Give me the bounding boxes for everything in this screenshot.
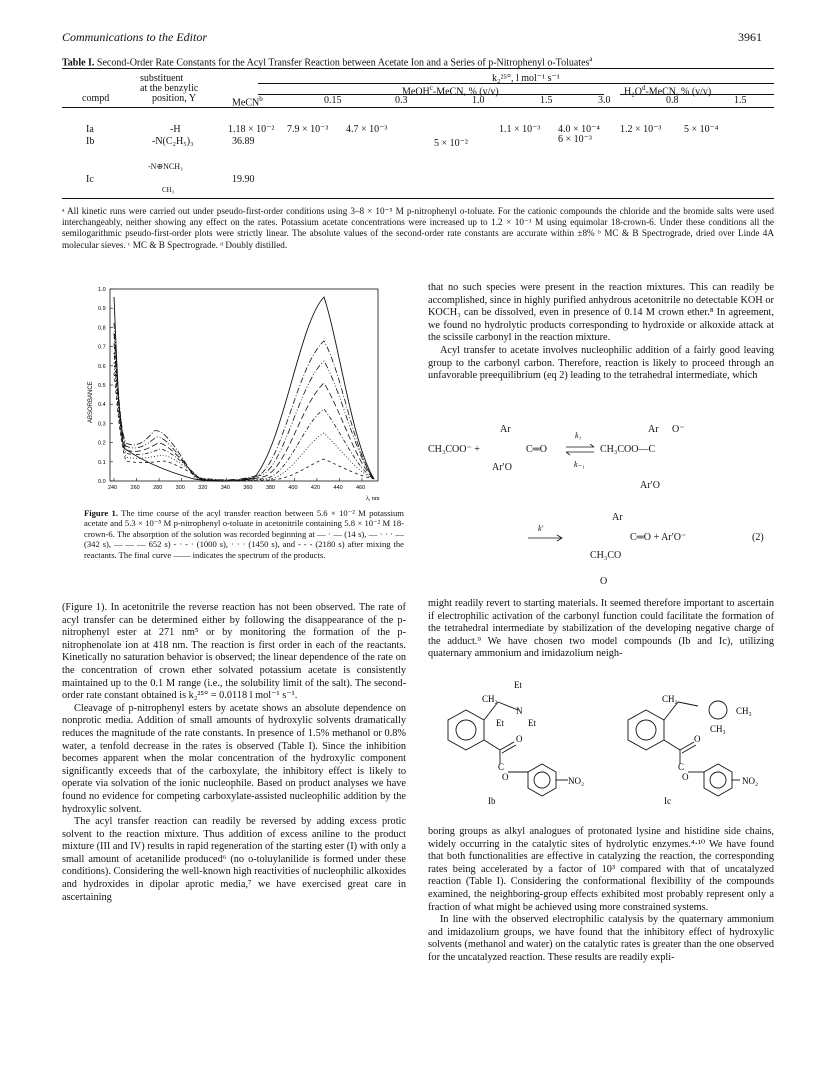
eq-o-minus: O⁻ (672, 424, 685, 435)
eq-ar5: Ar (612, 512, 623, 523)
x-tick-label: 400 (288, 485, 298, 491)
table-caption-text: Second-Order Rate Constants for the Acyl Transfer Reaction between Acetate Ion and a Series of p-Nitrophenyl o-Toluates (96, 57, 590, 69)
paragraph: The acyl transfer reaction can readily be reversed by adding excess protic solvent to the reaction mixture. Thus addition of excess aniline to the product mixture (III and IV) results in rapid regeneration of the starting ester (I) with only a small amount of acetanilide produced⁶ (no o-toluylanilide is formed under these conditions). Considering the well-known high reactivities of nucleophilic alkoxides and hydroxides in dipolar aprotic media,⁷ we have exercised great care in ascertaining (62, 816, 407, 903)
x-tick-label: 360 (243, 485, 253, 491)
paragraph: might readily revert to starting materials. It seemed therefore important to ascertain if electrophilic activation of the carbonyl function could facilitate the formation of the tetrahedral intermediate by stabilization of the developing negative charge of the adduct.⁹ We have chosen two model compounds (Ib and Ic), utilizing quaternary ammonium and imidazolium neigh- (428, 598, 774, 660)
curve-342s (114, 333, 374, 480)
row-val: 36.89 (232, 136, 255, 147)
x-tick-label: 380 (265, 485, 276, 491)
eq-ar2: Ar′O (492, 462, 512, 473)
col-val: 0.15 (324, 95, 342, 106)
ic-ch2: CH₂ (662, 694, 678, 704)
x-tick-label: 320 (198, 485, 208, 491)
eq-inter: CH₃COO—C (600, 444, 656, 455)
row-compd: Ib (86, 136, 95, 147)
ib-o: O (516, 734, 523, 744)
ib-ch2: CH₂ (482, 694, 498, 704)
y-tick-label: 0.2 (98, 440, 106, 447)
row-sub-ch3: CH₃ (162, 186, 175, 194)
ib-n: N (516, 706, 523, 716)
y-tick-label: 0.7 (98, 344, 106, 351)
paragraph: Cleavage of p-nitrophenyl esters by acetate shows an absolute dependence on nonprotic media. Addition of small amounts of hydroxylic solvents dramatically reduces the magnitude of the rate constants. In presence of 1.5% methanol or 0.8% water, a tenfold decrease in the rates is observed (Table I). Since the inhibition becomes apparent when the molar concentration of the hydroxylic component significantly exceeds that of the carboxylate, the inhibitory effect is likely to operate via solvation of the ionic nucleophile. Based on product analyses we have found no evidence for competing carboxylate-assisted nucleophilic addition by the hydroxylic solvent. (62, 702, 406, 815)
structure-drawings (428, 680, 774, 804)
col-val: 0.8 (666, 95, 679, 106)
eq-c-o: C═O (526, 444, 547, 455)
eq-ar3: Ar (648, 424, 659, 435)
ic-ch3-bottom: CH₃ (710, 724, 726, 734)
y-axis-label: ABSORBANCE (88, 381, 94, 423)
eq-o-bottom: O (600, 576, 608, 587)
head-k: k₂²⁵°, l mol⁻¹ s⁻¹ (492, 73, 560, 84)
curve-14s (114, 323, 374, 480)
ib-et-right: Et (528, 718, 536, 728)
row-sub: -N⊕NCH₃ (148, 162, 183, 171)
eq-prod: C═O + Ar′O⁻ (630, 532, 687, 543)
paragraph: boring groups as alkyl analogues of protonated lysine and histidine side chains, widely occurring in the catalytic sites of hydrolytic enzymes.⁴·¹⁰ We have found that both functionalities are effective in catalyzing the reaction, the corresponding rates being accelerated by a factor of 10³ compared with that of uncatalyzed reaction (Table I). Considering the conformational flexibility of the compounds examined, the neighboring-group effects exhibited most probably represent only a fraction of what might be achieved using more constrained systems. (428, 826, 774, 913)
curve-products (114, 297, 374, 481)
paragraph: In line with the observed electrophilic catalysis by the quaternary ammonium and imidazolium groups, we have found that the inhibitory effect of hydroxylic solvents (methanol and water) on the catalytic rates is greater than the one observed for the uncatalyzed reaction. These results are readily expli- (428, 914, 774, 963)
row-val: 1.18 × 10⁻² (228, 124, 275, 135)
row-sub: -N(C₂H₅)₃ (152, 136, 194, 147)
x-tick-label: 300 (175, 485, 185, 491)
figure-1-plot (84, 283, 404, 506)
axis-ticks (98, 287, 365, 491)
col-val: 1.0 (472, 95, 485, 106)
ib-o2: O (502, 772, 509, 782)
table-top-rule (62, 68, 774, 69)
x-axis-unit: λ, nm (366, 496, 380, 501)
ib-et-left: Et (496, 718, 504, 728)
head-meoh: MeOH$^c$-MeCN, % (v/v) (402, 84, 499, 98)
y-tick-label: 0.1 (98, 459, 106, 466)
ic-imidazolium (709, 701, 727, 719)
curve-652s (114, 343, 374, 481)
head-sub2: at the benzylic (140, 83, 199, 94)
col-val: 0.3 (395, 95, 408, 106)
table-head-rule (62, 107, 774, 108)
y-tick-label: 0.8 (98, 325, 106, 332)
forward-arrow (528, 534, 564, 542)
table-footnote: ᵃ All kinetic runs were carried out under pseudo-first-order conditions using 3–8 × 10⁻⁵ M p-nitrophenyl o-toluate. For the cationic compounds the chloride and the bromide salts were used interchangeably, neither showing any effect on the rates. Potassium acetate concentrations were increased up to 1.2 × 10⁻¹ M using equimolar 18-crown-6. Under these conditions all the semilogarithmic pseudo-first-order plots were strictly linear. The absolute values of the second-order rate constants are accurate within ±8% ᵇ MC & B Spectrograde, dried over Linde 4A molecular sieves. ᶜ MC & B Spectrograde. ᵈ Doubly distilled. (62, 206, 774, 250)
curve-1000s (114, 353, 374, 481)
row-val: 1.2 × 10⁻³ (620, 124, 662, 135)
absorbance-spectrum-svg (84, 283, 404, 501)
head-mecn: MeCN$^b$ (232, 95, 263, 109)
ib-et-top: Et (514, 680, 522, 690)
figure-caption-label: Figure 1. (84, 508, 118, 518)
col-val: 3.0 (598, 95, 611, 106)
ic-no2: NO₂ (742, 776, 759, 786)
eq-kp: k′ (538, 524, 544, 533)
ic-label: Ic (664, 796, 671, 804)
ib-label: Ib (488, 796, 496, 804)
y-tick-label: 0.3 (98, 421, 106, 428)
ic-o: O (694, 734, 701, 744)
eq-ch3co: CH₃CO (590, 550, 622, 561)
eq-acetate: CH₃COO⁻ + (428, 444, 480, 455)
table-caption-mark: a (589, 55, 593, 63)
row-val: 4.7 × 10⁻³ (346, 124, 388, 135)
x-tick-label: 340 (220, 485, 230, 491)
table-caption (62, 55, 774, 68)
head-h2o: $H_2O^d$-MeCN, % (v/v) (624, 84, 712, 98)
curve-1450s (114, 363, 374, 481)
y-tick-label: 0.5 (98, 383, 106, 389)
head-compd: compd (82, 93, 110, 104)
col-val: 1.5 (540, 95, 553, 106)
y-tick-label: 1.0 (98, 287, 106, 293)
head-sub3: position, Y (152, 93, 197, 104)
ic-nitrophenyl (704, 764, 732, 796)
x-tick-label: 420 (310, 485, 321, 491)
paragraph: that no such species were present in the reaction mixtures. This can readily be accomplished, since in highly purified anhydrous acetonitrile no detectable KOH or KOCH₃ can be dissolved, even in presence of 0.14 M crown ether.⁸ In agreement, we found no hydrolytic products corresponding to hydroxide or alkoxide attack at the scissile carbonyl in the reaction mixture. (428, 282, 774, 344)
ic-ch3-right: CH₃ (736, 706, 752, 716)
plot-frame (110, 289, 378, 481)
eq-km1: k₋₁ (574, 460, 585, 469)
right-column-top (428, 282, 774, 383)
y-tick-label: 0.0 (98, 479, 106, 485)
row-compd: Ic (86, 174, 94, 185)
row-val: 1.1 × 10⁻³ (499, 124, 541, 135)
page-number: 3961 (738, 30, 762, 44)
x-tick-label: 440 (333, 485, 343, 491)
ib-no2: NO₂ (568, 776, 585, 786)
eq-ar4: Ar′O (640, 480, 660, 491)
row-val: 4.0 × 10⁻⁴ (558, 124, 600, 135)
ib-nitrophenyl (528, 764, 556, 796)
row-compd: Ia (86, 124, 94, 135)
eq-k1: k₁ (575, 431, 582, 440)
ic-c: C (678, 762, 685, 772)
paragraph: Acyl transfer to acetate involves nucleophilic addition of a fairly good leaving group to the carbonyl carbon. Therefore, reaction is likely to proceed through an unfavorable preequilibrium (eq 2) leading to the tetrahedral intermediate, which (428, 344, 774, 382)
eq-number: (2) (752, 532, 764, 543)
ic-o2: O (682, 772, 689, 782)
y-tick-label: 0.4 (98, 402, 106, 409)
eq-ar1: Ar (500, 424, 511, 435)
x-tick-label: 240 (108, 485, 118, 491)
equilibrium-arrow (566, 444, 596, 456)
ic-benzene (628, 710, 664, 750)
head-sub1: substituent (140, 73, 184, 84)
row-val: 19.90 (232, 174, 255, 185)
y-tick-label: 0.9 (98, 306, 106, 313)
right-column-bottom (428, 826, 774, 965)
left-column (62, 602, 406, 904)
y-tick-label: 0.6 (98, 363, 106, 370)
paragraph: (Figure 1). In acetonitrile the reverse reaction has not been observed. The rate of acyl transfer can be determined either by following the disappearance of the p-nitrophenyl ester at 271 nm⁵ or by monitoring the formation of the p-nitrophenolate ion at 418 nm. The reaction is first order in each of the reactants. Kinetically no saturation behavior is observed; the linear dependence of the rate on the concentration of crown ether solvated potassium acetate is consistently maintained up to the 0.1 M range (i.e., the solubility limit of the salt). The second-order rate constant obtained is k₂²⁵° = 0.0118 l mol⁻¹ s⁻¹. (62, 602, 406, 702)
table-caption-label: Table I. (62, 57, 95, 69)
col-val: 1.5 (734, 95, 747, 106)
h2o-rule (620, 94, 774, 95)
figure-caption-text: The time course of the acyl transfer reaction between 5.6 × 10⁻² M potassium acetate and 5.3 × 10⁻⁵ M p-nitrophenyl o-toluate in acetonitrile containing 5.8 × 10⁻² M 18-crown-6. The absorption of the solution was recorded beginning at — · — (14 s), — · · · — (342 s), — — — 652 s) - · - · (1000 s), · · · (1450 s), and - - - (2180 s) after mixing the reactants. The final curve —— indicates the spectrum of the products. (84, 508, 404, 560)
row-val: 7.9 × 10⁻³ (287, 124, 329, 135)
row-sub: -H (170, 124, 181, 135)
x-tick-label: 280 (153, 485, 163, 491)
running-header-journal: Communications to the Editor (62, 30, 207, 44)
x-tick-label: 260 (130, 485, 140, 491)
row-val: 6 × 10⁻³ (558, 134, 592, 145)
right-column-mid (428, 598, 774, 661)
row-val: 5 × 10⁻⁴ (684, 124, 719, 135)
x-tick-label: 460 (356, 485, 366, 491)
ib-c: C (498, 762, 505, 772)
figure-caption (84, 508, 404, 560)
ib-benzene (448, 710, 484, 750)
table-bottom-rule (62, 198, 774, 199)
row-val: 5 × 10⁻² (434, 138, 468, 149)
